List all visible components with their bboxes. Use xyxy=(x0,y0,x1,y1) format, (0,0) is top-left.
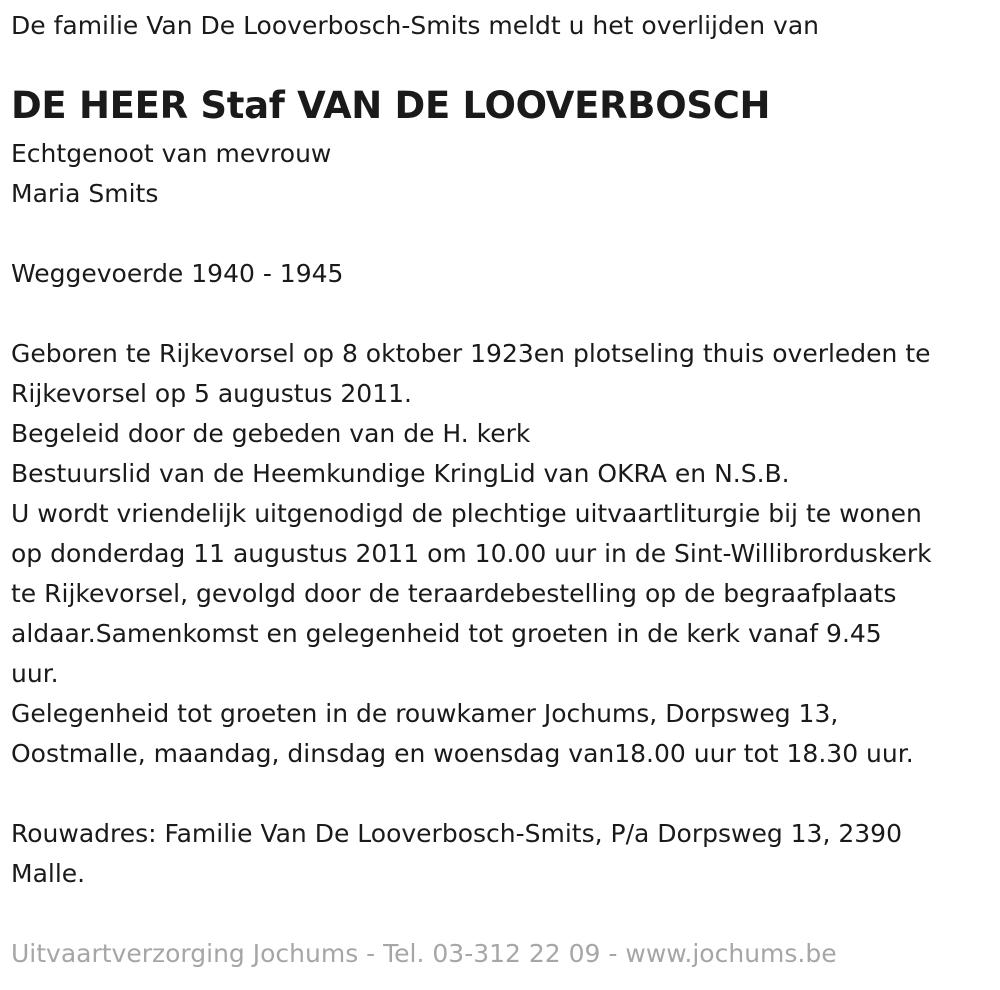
intro-text: De familie Van De Looverbosch-Smits meldt u het overlijden van xyxy=(11,11,819,40)
body-block xyxy=(11,334,932,774)
spouse-name: Maria Smits xyxy=(11,179,159,208)
body-line: Oostmalle, maandag, dinsdag en woensdag van18.00 uur tot 18.30 uur. xyxy=(11,739,914,768)
body-line: Bestuurslid van de Heemkundige KringLid van OKRA en N.S.B. xyxy=(11,459,790,488)
body-line: uur. xyxy=(11,659,59,688)
body-line: te Rijkevorsel, gevolgd door de teraardebestelling op de begraafplaats xyxy=(11,579,897,608)
address-line: Malle. xyxy=(11,859,86,888)
address-line: Rouwadres: Familie Van De Looverbosch-Smits, P/a Dorpsweg 13, 2390 xyxy=(11,819,902,848)
body-line: Begeleid door de gebeden van de H. kerk xyxy=(11,419,531,448)
deported-block xyxy=(11,254,343,294)
body-line: Rijkevorsel op 5 augustus 2011. xyxy=(11,379,412,408)
spouse-block xyxy=(11,134,331,214)
deported-line: Weggevoerde 1940 - 1945 xyxy=(11,259,344,288)
body-line: Geboren te Rijkevorsel op 8 oktober 1923en plotseling thuis overleden te xyxy=(11,339,931,368)
body-line: aldaar.Samenkomst en gelegenheid tot groeten in de kerk vanaf 9.45 xyxy=(11,619,882,648)
footer-text: Uitvaartverzorging Jochums - Tel. 03-312 22 09 - www.jochums.be xyxy=(11,939,837,968)
spouse-line: Echtgenoot van mevrouw xyxy=(11,139,332,168)
deceased-name: DE HEER Staf VAN DE LOOVERBOSCH xyxy=(11,84,771,127)
body-line: op donderdag 11 augustus 2011 om 10.00 uur in de Sint-Willibrorduskerk xyxy=(11,539,932,568)
address-block xyxy=(11,814,902,894)
body-line: Gelegenheid tot groeten in de rouwkamer Jochums, Dorpsweg 13, xyxy=(11,699,839,728)
body-line: U wordt vriendelijk uitgenodigd de plechtige uitvaartliturgie bij te wonen xyxy=(11,499,922,528)
